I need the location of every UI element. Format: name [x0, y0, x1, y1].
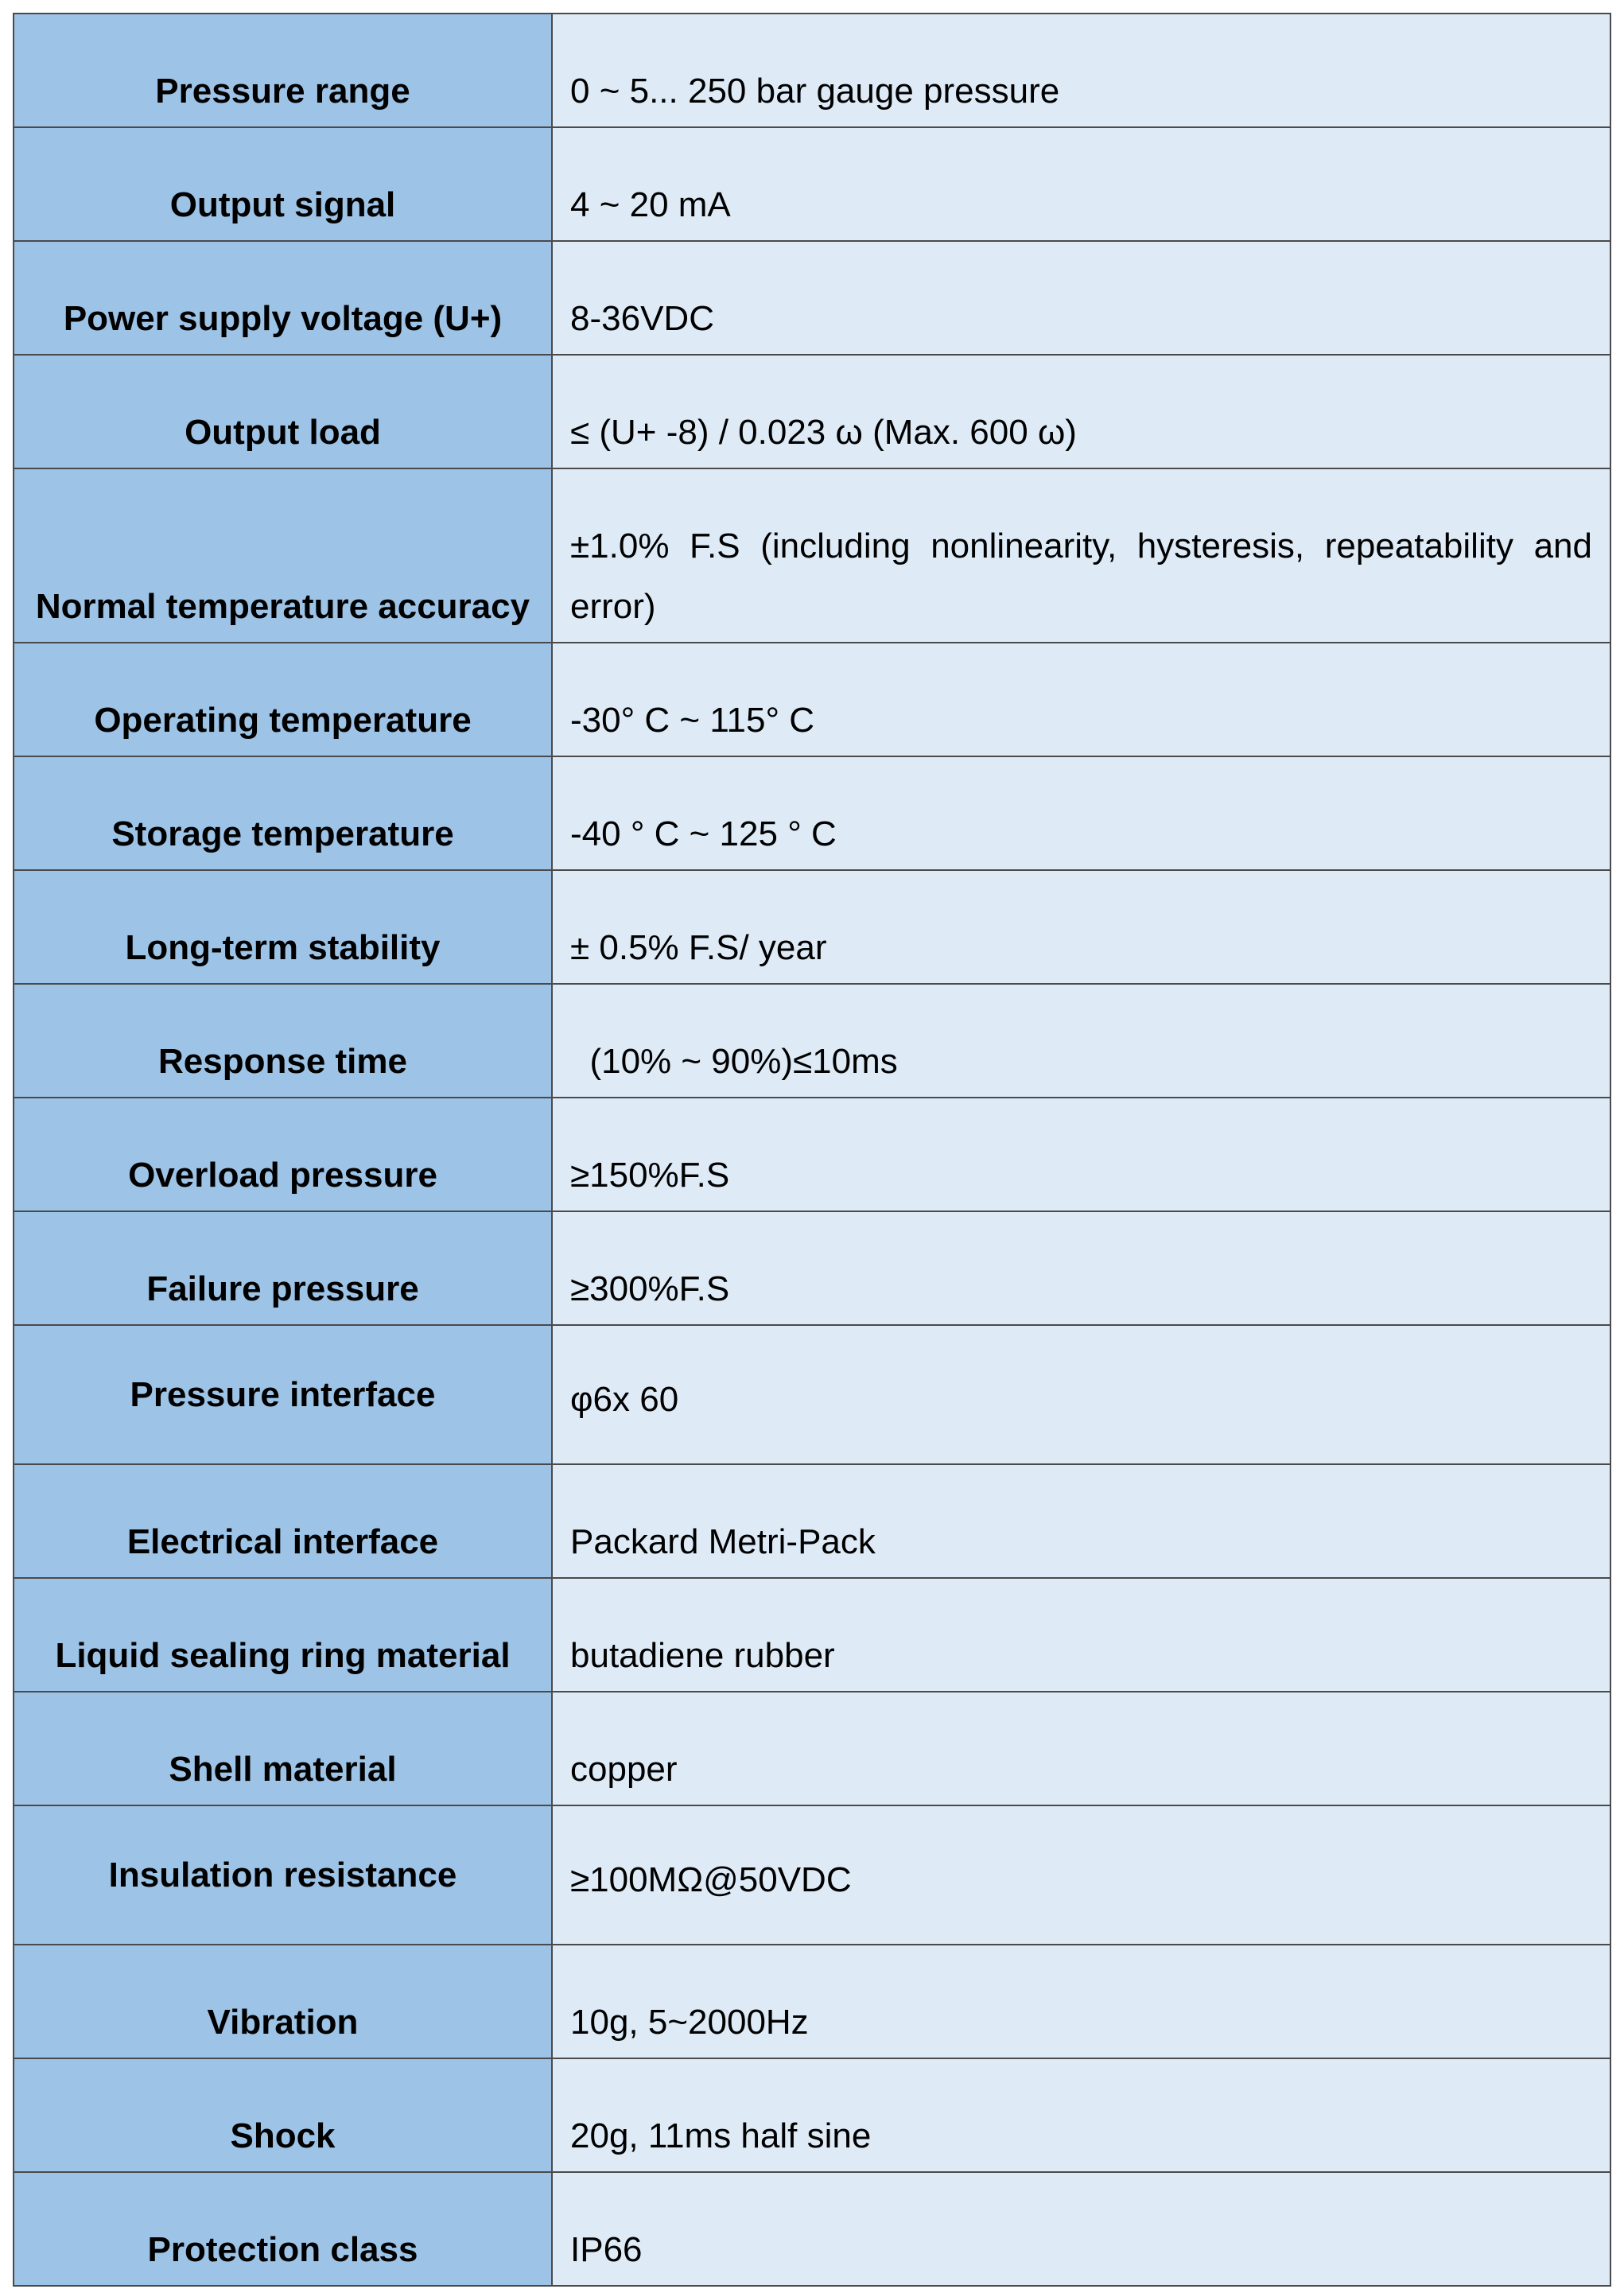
- table-row: [14, 984, 1610, 1098]
- row-value-output-signal: 4 ~ 20 mA: [552, 127, 1610, 241]
- row-value-output-load: ≤ (U+ -8) / 0.023 ω (Max. 600 ω): [552, 355, 1610, 468]
- spec-table: [13, 13, 1611, 2287]
- row-value-pressure-interface: φ6x 60: [552, 1325, 1610, 1464]
- table-row: [14, 1098, 1610, 1211]
- table-row: [14, 127, 1610, 241]
- row-value-liquid-sealing-ring-material: butadiene rubber: [552, 1578, 1610, 1692]
- row-value-power-supply-voltage: 8-36VDC: [552, 241, 1610, 355]
- table-row: [14, 756, 1610, 870]
- table-row: [14, 2172, 1610, 2286]
- row-label-liquid-sealing-ring-material: Liquid sealing ring material: [14, 1578, 552, 1692]
- row-label-output-load: Output load: [14, 355, 552, 468]
- row-label-vibration: Vibration: [14, 1945, 552, 2058]
- row-label-failure-pressure: Failure pressure: [14, 1211, 552, 1325]
- table-row: [14, 2058, 1610, 2172]
- row-label-protection-class: Protection class: [14, 2172, 552, 2286]
- row-value-insulation-resistance: ≥100MΩ@50VDC: [552, 1805, 1610, 1945]
- table-row: [14, 1211, 1610, 1325]
- row-label-insulation-resistance: Insulation resistance: [14, 1805, 552, 1945]
- table-row: [14, 1325, 1610, 1464]
- table-row: [14, 1945, 1610, 2058]
- row-value-protection-class: IP66: [552, 2172, 1610, 2286]
- row-label-operating-temperature: Operating temperature: [14, 643, 552, 756]
- row-value-normal-temperature-accuracy: ±1.0% F.S (including nonlinearity, hysteresis, repeatability and error): [552, 468, 1610, 643]
- table-row: [14, 1578, 1610, 1692]
- row-label-electrical-interface: Electrical interface: [14, 1464, 552, 1578]
- table-row: [14, 241, 1610, 355]
- row-label-overload-pressure: Overload pressure: [14, 1098, 552, 1211]
- row-value-overload-pressure: ≥150%F.S: [552, 1098, 1610, 1211]
- table-row: [14, 355, 1610, 468]
- row-label-response-time: Response time: [14, 984, 552, 1098]
- row-label-normal-temperature-accuracy: Normal temperature accuracy: [14, 468, 552, 643]
- table-row: [14, 1805, 1610, 1945]
- row-value-long-term-stability: ± 0.5% F.S/ year: [552, 870, 1610, 984]
- table-row: [14, 468, 1610, 643]
- table-row: [14, 643, 1610, 756]
- table-row: [14, 1464, 1610, 1578]
- row-value-electrical-interface: Packard Metri-Pack: [552, 1464, 1610, 1578]
- row-value-failure-pressure: ≥300%F.S: [552, 1211, 1610, 1325]
- row-label-storage-temperature: Storage temperature: [14, 756, 552, 870]
- row-label-shell-material: Shell material: [14, 1692, 552, 1805]
- row-label-shock: Shock: [14, 2058, 552, 2172]
- row-value-storage-temperature: -40 ° C ~ 125 ° C: [552, 756, 1610, 870]
- row-value-pressure-range: 0 ~ 5... 250 bar gauge pressure: [552, 14, 1610, 127]
- row-value-vibration: 10g, 5~2000Hz: [552, 1945, 1610, 2058]
- row-label-output-signal: Output signal: [14, 127, 552, 241]
- row-label-pressure-interface: Pressure interface: [14, 1325, 552, 1464]
- table-row: [14, 1692, 1610, 1805]
- row-value-shell-material: copper: [552, 1692, 1610, 1805]
- table-row: [14, 14, 1610, 127]
- row-value-response-time: (10% ~ 90%)≤10ms: [552, 984, 1610, 1098]
- row-label-pressure-range: Pressure range: [14, 14, 552, 127]
- row-value-shock: 20g, 11ms half sine: [552, 2058, 1610, 2172]
- row-label-long-term-stability: Long-term stability: [14, 870, 552, 984]
- row-label-power-supply-voltage: Power supply voltage (U+): [14, 241, 552, 355]
- row-value-operating-temperature: -30° C ~ 115° C: [552, 643, 1610, 756]
- table-row: [14, 870, 1610, 984]
